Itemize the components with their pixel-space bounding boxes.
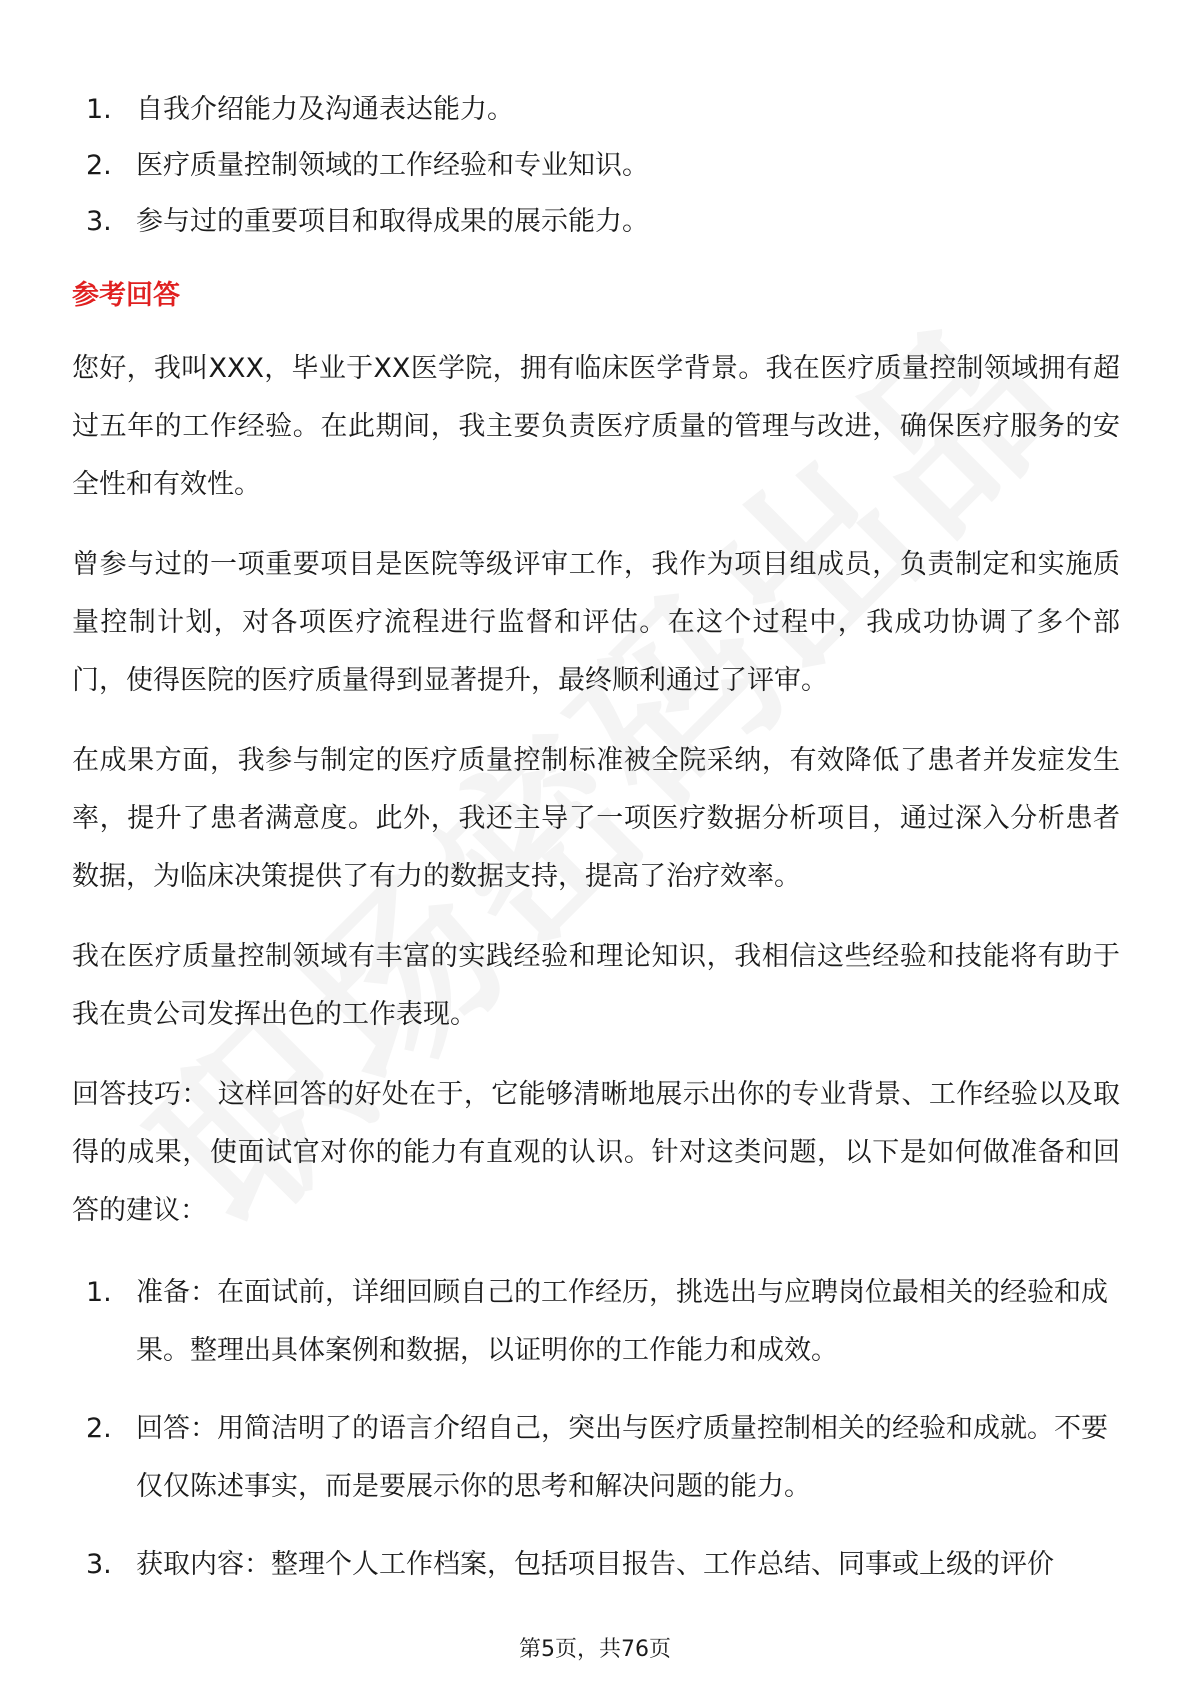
list-text: 参与过的重要项目和取得成果的展示能力。: [136, 206, 649, 237]
tips-list: [72, 1264, 1120, 1594]
list-text: 医疗质量控制领域的工作经验和专业知识。: [136, 150, 649, 181]
list-number: 2.: [86, 150, 112, 181]
list-item: [72, 1536, 1120, 1594]
requirements-list: [72, 82, 1120, 250]
tips-paragraph: 回答技巧： 这样回答的好处在于，它能够清晰地展示出你的专业背景、工作经验以及取得的成果，使面试官对你的能力有直观的认识。针对这类问题，以下是如何做准备和回答的建议：: [72, 1079, 1120, 1226]
list-item: [72, 1400, 1120, 1516]
answer-paragraph: 我在医疗质量控制领域有丰富的实践经验和理论知识，我相信这些经验和技能将有助于我在贵公司发挥出色的工作表现。: [72, 941, 1120, 1030]
list-number: 1.: [86, 94, 112, 125]
list-item: [72, 138, 1120, 194]
page-number: 第5页，共76页: [519, 1637, 671, 1662]
answer-paragraph: 在成果方面，我参与制定的医疗质量控制标准被全院采纳，有效降低了患者并发症发生率，提升了患者满意度。此外，我还主导了一项医疗数据分析项目，通过深入分析患者数据，为临床决策提供了有力的数据支持，提高了治疗效率。: [72, 745, 1120, 892]
document-page: [72, 82, 1120, 1614]
list-text: 准备：在面试前，详细回顾自己的工作经历，挑选出与应聘岗位最相关的经验和成果。整理出具体案例和数据，以证明你的工作能力和成效。: [136, 1277, 1108, 1366]
list-item: [72, 1264, 1120, 1380]
list-item: [72, 82, 1120, 138]
list-number: 2.: [86, 1413, 112, 1444]
answer-paragraph: 您好，我叫XXX，毕业于XX医学院，拥有临床医学背景。我在医疗质量控制领域拥有超过五年的工作经验。在此期间，我主要负责医疗质量的管理与改进，确保医疗服务的安全性和有效性。: [72, 353, 1120, 500]
list-number: 1.: [86, 1277, 112, 1308]
list-item: [72, 194, 1120, 250]
list-text: 获取内容：整理个人工作档案，包括项目报告、工作总结、同事或上级的评价: [136, 1549, 1054, 1580]
list-number: 3.: [86, 1549, 112, 1580]
list-number: 3.: [86, 206, 112, 237]
answer-paragraph: 曾参与过的一项重要项目是医院等级评审工作，我作为项目组成员，负责制定和实施质量控制计划，对各项医疗流程进行监督和评估。在这个过程中，我成功协调了多个部门，使得医院的医疗质量得到显著提升，最终顺利通过了评审。: [72, 549, 1120, 696]
list-text: 回答：用简洁明了的语言介绍自己，突出与医疗质量控制相关的经验和成就。不要仅仅陈述事实，而是要展示你的思考和解决问题的能力。: [136, 1413, 1108, 1502]
section-title: 参考回答: [72, 280, 180, 311]
list-text: 自我介绍能力及沟通表达能力。: [136, 94, 514, 125]
